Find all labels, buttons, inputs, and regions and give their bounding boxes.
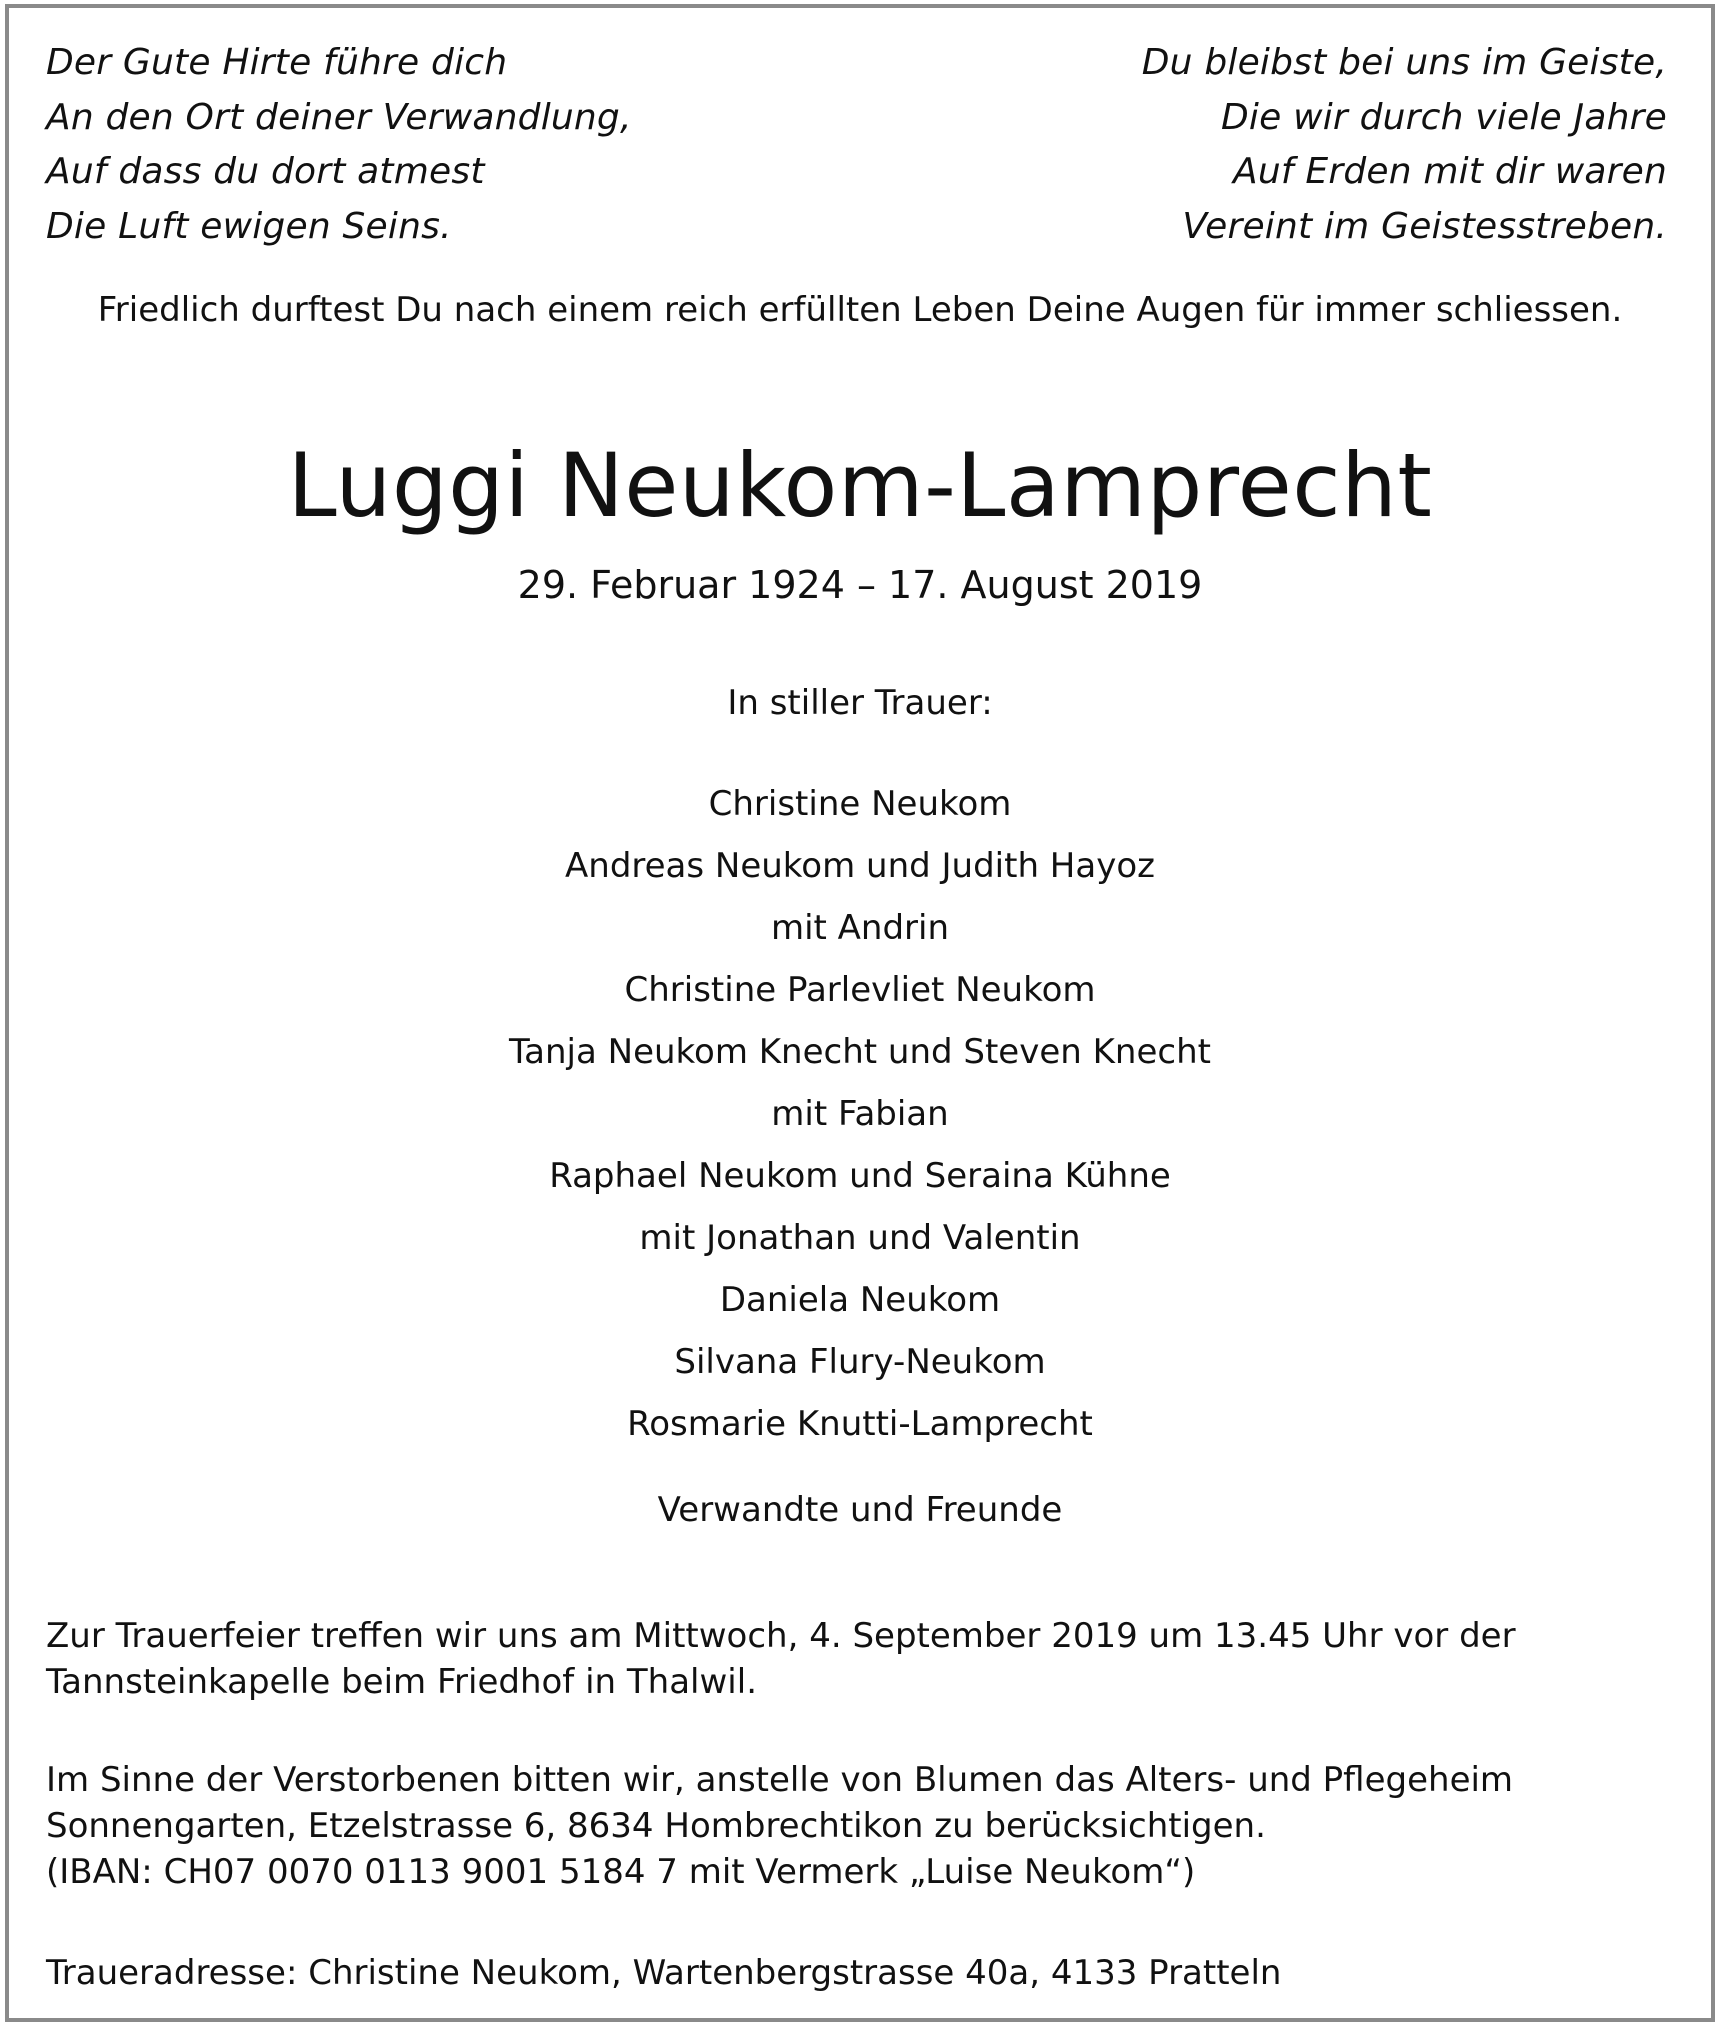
mourner-line: mit Andrin: [770, 908, 950, 948]
mourner-line: Christine Parlevliet Neukom: [624, 970, 1096, 1010]
poem-left-line: An den Ort deiner Verwandlung,: [46, 96, 632, 138]
mourning-address: Traueradresse: Christine Neukom, Wartenbergstrasse 40a, 4133 Pratteln: [46, 1953, 1282, 1993]
ceremony-line: Tannsteinkapelle beim Friedhof in Thalwil.: [46, 1662, 757, 1702]
donation-line: Sonnengarten, Etzelstrasse 6, 8634 Hombrechtikon zu berücksichtigen.: [46, 1806, 1266, 1846]
mourners-list: [9, 773, 1711, 1455]
poem-right-line: Du bleibst bei uns im Geiste,: [1141, 42, 1667, 83]
mourner-line: Daniela Neukom: [719, 1280, 1001, 1320]
poem-right-line: Auf Erden mit dir waren: [1233, 151, 1667, 192]
obituary-frame: [5, 4, 1715, 2022]
mourner-line: Raphael Neukom und Seraina Kühne: [549, 1156, 1171, 1196]
mourner-line: Christine Neukom: [708, 784, 1012, 824]
intro-text: Friedlich durftest Du nach einem reich erfüllten Leben Deine Augen für immer schliessen.: [97, 290, 1623, 330]
mourning-heading: In stiller Trauer:: [727, 683, 993, 723]
mourner-line: Andreas Neukom und Judith Hayoz: [565, 846, 1155, 886]
donation-notice: [46, 1757, 1681, 1895]
life-dates: 29. Februar 1924 – 17. August 2019: [517, 563, 1203, 607]
poem-left: [46, 36, 632, 254]
deceased-name: Luggi Neukom-Lamprecht: [287, 434, 1433, 537]
mourner-line: Tanja Neukom Knecht und Steven Knecht: [509, 1032, 1211, 1072]
poem-left-line: Auf dass du dort atmest: [46, 151, 485, 192]
poem-right: [1142, 36, 1667, 254]
relatives-text: Verwandte und Freunde: [657, 1490, 1063, 1530]
ceremony-notice: [46, 1613, 1681, 1705]
donation-line: Im Sinne der Verstorbenen bitten wir, anstelle von Blumen das Alters- und Pflegeheim: [46, 1760, 1514, 1800]
poem-right-line: Die wir durch viele Jahre: [1220, 96, 1667, 138]
mourner-line: Silvana Flury-Neukom: [674, 1342, 1046, 1382]
poem-left-line: Der Gute Hirte führe dich: [46, 42, 508, 83]
ceremony-line: Zur Trauerfeier treffen wir uns am Mittwoch, 4. September 2019 um 13.45 Uhr vor der: [46, 1616, 1516, 1656]
poem-left-line: Die Luft ewigen Seins.: [46, 205, 452, 247]
donation-line: (IBAN: CH07 0070 0113 9001 5184 7 mit Vermerk „Luise Neukom“): [46, 1852, 1196, 1892]
mourner-line: mit Fabian: [771, 1094, 949, 1134]
poem-right-line: Vereint im Geistesstreben.: [1182, 205, 1667, 247]
mourner-line: Rosmarie Knutti-Lamprecht: [627, 1404, 1093, 1444]
mourner-line: mit Jonathan und Valentin: [639, 1218, 1081, 1258]
